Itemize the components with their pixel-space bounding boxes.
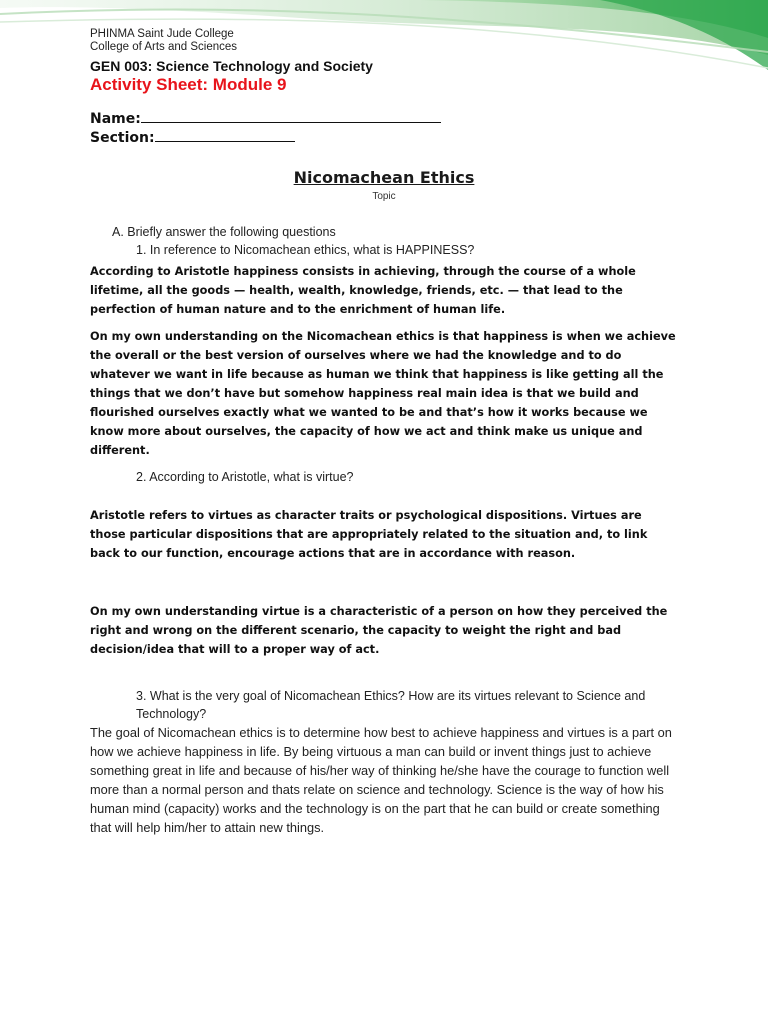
institution-name: PHINMA Saint Jude College: [90, 28, 234, 40]
name-label: Name:: [90, 111, 141, 127]
section-label: Section:: [90, 130, 155, 146]
activity-sheet-title: Activity Sheet: Module 9: [90, 75, 287, 94]
section-line: [155, 130, 295, 142]
document-header: [90, 28, 690, 94]
question-1: 1. In reference to Nicomachean ethics, what is HAPPINESS?: [136, 243, 475, 257]
name-field: [90, 111, 441, 127]
question-2: 2. According to Aristotle, what is virtue?: [136, 470, 354, 484]
document-topic: Topic: [372, 191, 396, 202]
answer-1-paragraph-2: On my own understanding on the Nicomachean ethics is that happiness is when we achieve the overall or the best version of ourselves where we had the knowledge and to do whatever we want in life because as human we think that happiness is like getting all the things that we don’t have but somehow happiness real main idea is that we build and flourished ourselves exactly what we wanted to be and that’s how it works because we know more about ourselves, the capacity of how we act and think make us unique and different.: [90, 330, 676, 457]
course-title: GEN 003: Science Technology and Society: [90, 58, 373, 74]
document-title: Nicomachean Ethics: [293, 168, 475, 187]
name-line: [141, 111, 441, 123]
section-field: [90, 130, 295, 146]
question-3: 3. What is the very goal of Nicomachean Ethics? How are its virtues relevant to Science and Technology?: [136, 689, 646, 721]
answer-1-paragraph-1: According to Aristotle happiness consists in achieving, through the course of a whole lifetime, all the goods — health, wealth, knowledge, friends, etc. — that lead to the perfection of human nature and to the enrichment of human life.: [90, 265, 636, 316]
college-name: College of Arts and Sciences: [90, 41, 238, 53]
answer-2-paragraph-2: On my own understanding virtue is a characteristic of a person on how they perceived the right and wrong on the different scenario, the capacity to weight the right and bad decision/idea that will to a proper way of act.: [90, 605, 668, 656]
part-a-heading: A. Briefly answer the following questions: [112, 225, 336, 239]
answer-2-paragraph-1: Aristotle refers to virtues as character traits or psychological dispositions. Virtues are those particular dispositions that are appropriately related to the situation and, to link back to our function, encourage actions that are in accordance with reason.: [90, 509, 648, 560]
answer-3: The goal of Nicomachean ethics is to determine how best to achieve happiness and virtues is a part on how we achieve happiness in life. By being virtuous a man can build or invent things just to achieve something great in life and because of his/her way of thinking he/she have the courage to function well more than a normal person and thats relate on science and technology. Science is the way of how his human mind (capacity) works and the technology is on the part that he can build or create something that will help him/her to attain new things.: [90, 725, 672, 835]
